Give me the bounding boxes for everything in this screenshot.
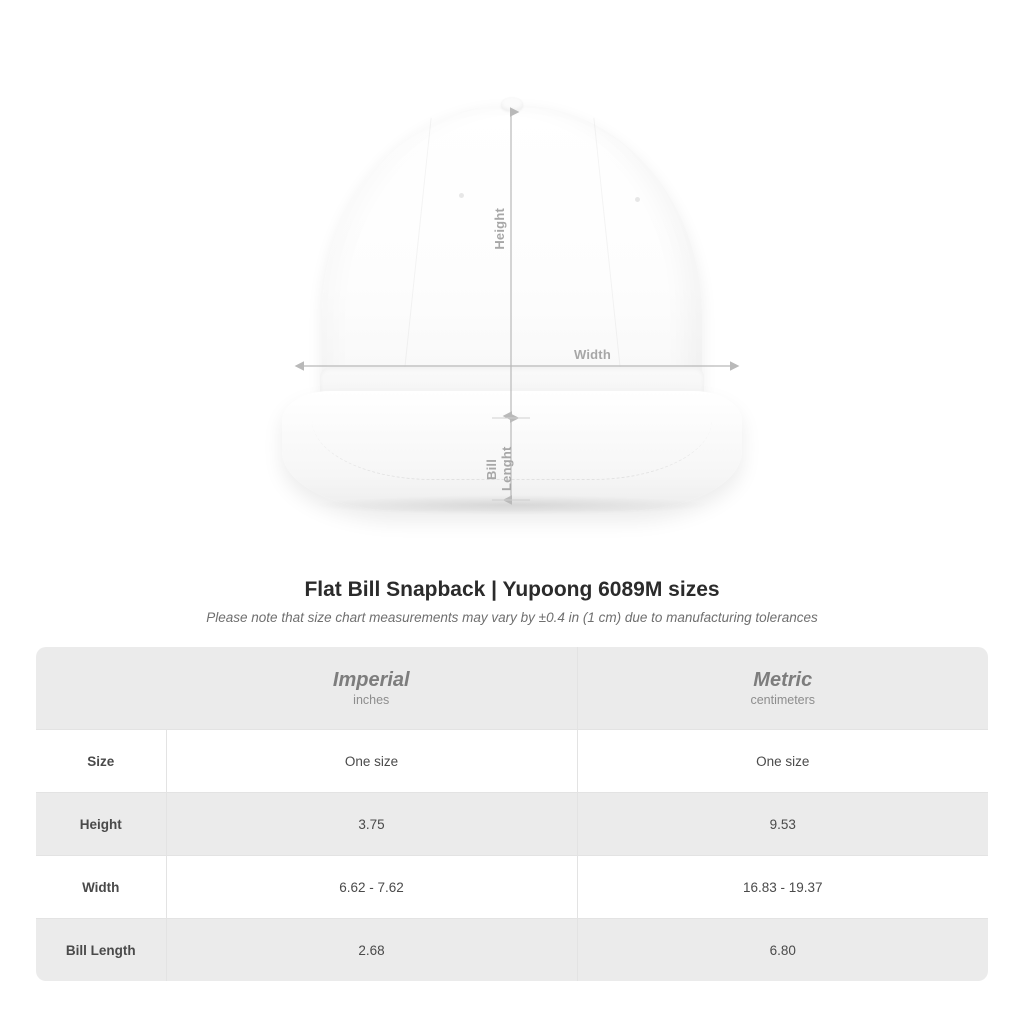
cap-crown	[322, 105, 702, 405]
cell-bill-length-metric: 6.80	[577, 919, 988, 982]
table-row	[36, 856, 988, 919]
table-row	[36, 919, 988, 982]
cap-top-button	[501, 97, 523, 111]
bill-length-line1: Bill	[484, 458, 499, 480]
header-metric-unit: centimeters	[750, 693, 816, 707]
height-annotation-label: Height	[492, 208, 507, 250]
row-label-size: Size	[36, 730, 166, 793]
cell-height-metric: 9.53	[577, 793, 988, 856]
table-corner-cell	[36, 647, 166, 730]
header-metric-system: Metric	[753, 669, 813, 691]
size-chart-table	[36, 647, 988, 981]
bill-length-annotation-label	[484, 440, 518, 498]
table-header-row	[36, 647, 988, 730]
header-imperial-unit: inches	[353, 693, 390, 707]
cell-bill-length-imperial: 2.68	[166, 919, 577, 982]
cap-drop-shadow	[312, 495, 712, 515]
cell-size-imperial: One size	[166, 730, 577, 793]
row-label-bill-length: Bill Length	[36, 919, 166, 982]
cell-size-metric: One size	[577, 730, 988, 793]
header-metric	[577, 647, 988, 730]
cap-eyelet-left	[459, 193, 464, 198]
header-imperial	[166, 647, 577, 730]
title-block	[0, 578, 1024, 625]
cap-eyelet-right	[635, 197, 640, 202]
page-title: Flat Bill Snapback | Yupoong 6089M sizes	[304, 578, 720, 601]
header-imperial-system: Imperial	[332, 669, 410, 691]
table-row	[36, 793, 988, 856]
row-label-width: Width	[36, 856, 166, 919]
cell-width-metric: 16.83 - 19.37	[577, 856, 988, 919]
table-row	[36, 730, 988, 793]
cap-seam-left	[401, 118, 431, 397]
width-annotation-label: Width	[574, 347, 611, 362]
cell-width-imperial: 6.62 - 7.62	[166, 856, 577, 919]
tolerance-note: Please note that size chart measurements may vary by ±0.4 in (1 cm) due to manufacturing tolerances	[206, 610, 818, 625]
bill-length-line2: Lenght	[499, 446, 514, 492]
cell-height-imperial: 3.75	[166, 793, 577, 856]
row-label-height: Height	[36, 793, 166, 856]
